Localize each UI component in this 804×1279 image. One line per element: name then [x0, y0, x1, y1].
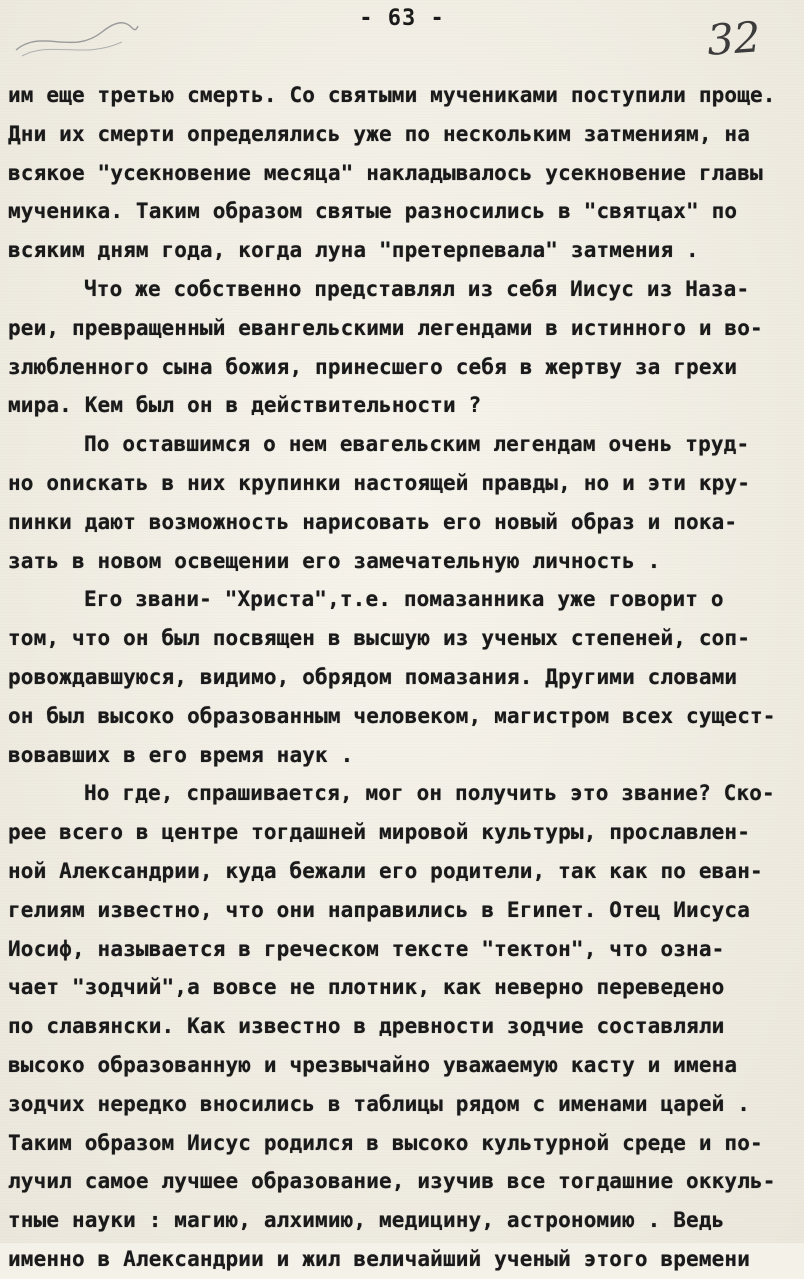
text-line: всякое "усекновение месяца" накладывалось усекновение главы	[8, 160, 763, 185]
text-line: им еще третью смерть. Со святыми мучениками поступили проще.	[8, 83, 776, 107]
paragraph-first-line: Его звани- "Христа",т.е. помазанника уже говорит о	[84, 587, 724, 612]
handwritten-folio-number: 32	[704, 12, 762, 65]
text-line: вовавших в его время наук .	[8, 742, 354, 767]
text-line: Дни их смерти определялись уже по нескольким затмениям, на	[8, 121, 750, 146]
text-line: зодчих нередко вносились в таблицы рядом с именами царей .	[8, 1091, 750, 1116]
text-line: том, что он был посвящен в высшую из ученых степеней, соп-	[8, 626, 750, 651]
text-line: Таким образом Иисус родился в высоко культурной среде и по-	[8, 1130, 763, 1155]
text-line: ровождавшуюся, видимо, обрядом помазания. Другими словами	[8, 664, 738, 689]
text-line: рее всего в центре тогдашней мировой культуры, прославлен-	[8, 820, 750, 845]
text-line: высоко образованную и чрезвычайно уважаемую касту и имена	[8, 1052, 738, 1077]
text-line: всяким дням года, когда луна "претерпевала" затмения .	[8, 238, 699, 263]
text-line: именно в Александрии и жил величайший ученый этого времени	[8, 1246, 750, 1271]
text-line: но оnискать в них крупинки настоящей правды, но и эти кру-	[8, 470, 750, 495]
text-line: тные науки : магию, алхимию, медицину, астрономию . Ведь	[8, 1208, 725, 1233]
paragraph-first-line: Но где, спрашивается, мог он получить это звание? Ско-	[84, 781, 775, 806]
text-line: лучил самое лучшее образование, изучив все тогдашние оккуль-	[8, 1169, 776, 1194]
text-line: мученика. Таким образом святые разносились в "святцах" по	[8, 199, 738, 224]
text-line: по славянски. Как известно в древности зодчие составляли	[8, 1014, 725, 1039]
text-line: чает "зодчий",а вовсе не плотник, как неверно переведено	[8, 975, 725, 1000]
text-line: он был высоко образованным человеком, магистром всех сущест-	[8, 703, 776, 728]
text-line: Иосиф, называется в греческом тексте "тектон", что озна-	[8, 936, 725, 961]
text-line: мира. Кем был он в действительности ?	[8, 393, 482, 418]
text-line: пинки дают возможность нарисовать его новый образ и пока-	[8, 509, 738, 534]
text-line: злюбленного сына божия, принесшего себя в жертву за грехи	[8, 354, 738, 379]
page-number: - 63 -	[359, 6, 445, 31]
paragraph-first-line: По оставшимся о нем евагельским легендам очень труд-	[84, 432, 750, 457]
paragraph-first-line: Что же собственно представлял из себя Иисус из Назa-	[84, 276, 750, 301]
text-line: зать в новом освещении его замечательную личность .	[8, 548, 661, 573]
typewritten-body-text	[8, 76, 798, 1279]
text-line: реи, превращенный евангельскими легендами в истинного и во-	[8, 315, 763, 340]
text-line: ной Александрии, куда бежали его родители, так как по еван-	[8, 858, 763, 883]
text-line: гелиям известно, что они направились в Египет. Отец Иисуса	[8, 897, 750, 922]
